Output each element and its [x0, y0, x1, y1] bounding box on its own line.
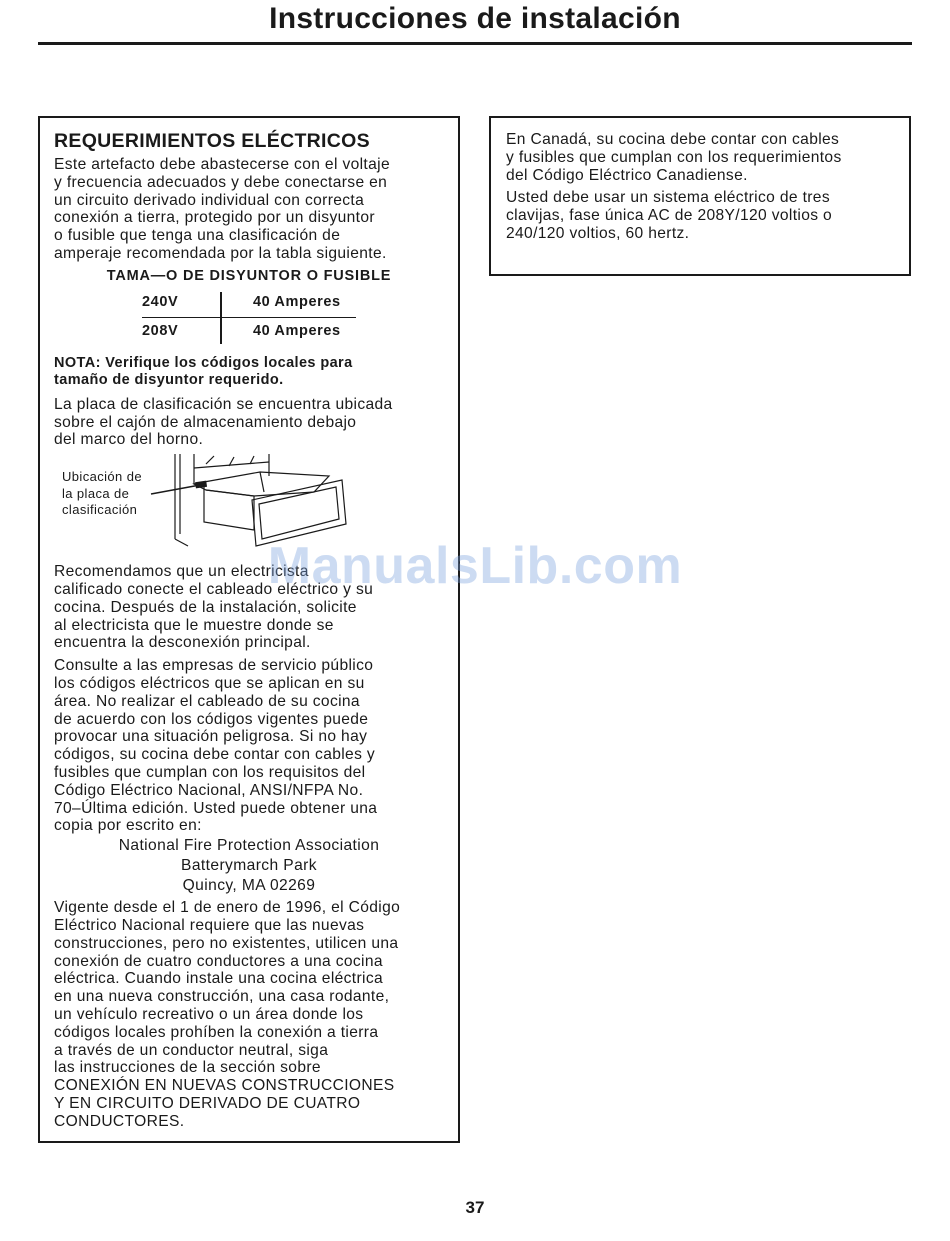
text-line: National Fire Protection Association: [118, 837, 380, 855]
text-line: amperaje recomendada por la tabla siguiente.: [54, 244, 387, 262]
three-wire-paragraph: [506, 189, 895, 242]
text-line: o fusible que tenga una clasificación de: [54, 227, 341, 245]
electrical-requirements-panel: [38, 116, 460, 1143]
text-line: del marco del horno.: [54, 431, 204, 449]
title-divider: [38, 42, 912, 45]
text-line: Recomendamos que un electricista: [54, 563, 309, 581]
text-line: copia por escrito en:: [54, 817, 202, 835]
text-line: CONEXIÓN EN NUEVAS CONSTRUCCIONES: [54, 1077, 395, 1095]
consult-paragraph: [54, 657, 444, 835]
text-line: clavijas, fase única AC de 208Y/120 voltios o: [506, 207, 833, 225]
text-line: un circuito derivado individual con correcta: [54, 191, 365, 209]
page-title: Instrucciones de instalación: [269, 2, 681, 35]
text-line: y frecuencia adecuados y debe conectarse en: [54, 173, 388, 191]
nfpa-address: [54, 836, 444, 896]
text-line: Consulte a las empresas de servicio público: [54, 657, 374, 675]
text-line: la placa de: [62, 485, 130, 501]
section-heading: REQUERIMIENTOS ELÉCTRICOS: [54, 130, 370, 152]
intro-paragraph: [54, 156, 444, 263]
plate-location-paragraph: [54, 396, 444, 449]
text-line: 70–Última edición. Usted puede obtener una: [54, 799, 378, 817]
text-line: Eléctrico Nacional requiere que las nuevas: [54, 916, 365, 934]
text-line: conexión de cuatro conductores a una cocina: [54, 952, 383, 970]
text-line: construcciones, pero no existentes, utilicen una: [54, 934, 399, 952]
electrician-paragraph: [54, 563, 444, 652]
watermark: ManualsLib.com: [267, 537, 683, 595]
canada-requirements-panel: [489, 116, 911, 276]
breaker-table: [54, 289, 444, 349]
text-line: a través de un conductor neutral, siga: [54, 1041, 329, 1059]
text-line: las instrucciones de la sección sobre: [54, 1059, 321, 1077]
text-line: y fusibles que cumplan con los requerimientos: [506, 148, 842, 166]
text-line: clasificación: [62, 502, 138, 518]
text-line: un vehículo recreativo o un área donde los: [54, 1005, 364, 1023]
text-line: En Canadá, su cocina debe contar con cables: [506, 131, 840, 148]
text-line: Código Eléctrico Nacional, ANSI/NFPA No.: [54, 781, 364, 799]
text-line: CONDUCTORES.: [54, 1112, 185, 1130]
text-line: códigos locales prohíben la conexión a tierra: [54, 1023, 379, 1041]
text-line: Batterymarch Park: [181, 857, 317, 875]
text-line: Quincy, MA 02269: [182, 877, 316, 895]
text-line: NOTA: Verifique los códigos locales para: [54, 354, 353, 371]
amperage-cell: 40 Amperes: [253, 293, 341, 310]
text-line: 240/120 voltios, 60 hertz.: [506, 224, 690, 242]
text-line: en una nueva construcción, una casa rodante,: [54, 988, 390, 1006]
amperage-cell: 40 Amperes: [253, 322, 341, 339]
text-line: del Código Eléctrico Canadiense.: [506, 166, 748, 184]
text-line: provocar una situación peligrosa. Si no hay: [54, 728, 368, 746]
text-line: al electricista que le muestre donde se: [54, 616, 334, 634]
rating-plate-figure: [54, 454, 444, 559]
text-line: códigos, su cocina debe contar con cables y: [54, 746, 376, 764]
text-line: área. No realizar el cableado de su cocina: [54, 692, 360, 710]
text-line: tamaño de disyuntor requerido.: [54, 371, 284, 388]
text-line: Y EN CIRCUITO DERIVADO DE CUATRO: [54, 1094, 361, 1112]
four-wire-paragraph: [54, 899, 444, 1130]
voltage-cell: 240V: [142, 293, 179, 310]
text-line: encuentra la desconexión principal.: [54, 634, 311, 652]
text-line: cocina. Después de la instalación, solicite: [54, 598, 357, 616]
breaker-table-title: TAMA—O DE DISYUNTOR O FUSIBLE: [106, 267, 392, 284]
text-line: Usted debe usar un sistema eléctrico de tres: [506, 189, 830, 207]
voltage-cell: 208V: [142, 322, 179, 339]
text-line: Ubicación de: [62, 469, 142, 485]
text-line: Este artefacto debe abastecerse con el voltaje: [54, 156, 390, 173]
rating-plate-callout: [62, 469, 142, 519]
text-line: de acuerdo con los códigos vigentes puede: [54, 710, 369, 728]
text-line: fusibles que cumplan con los requisitos del: [54, 763, 366, 781]
text-line: La placa de clasificación se encuentra ubicada: [54, 395, 393, 413]
table-horizontal-rule: [142, 317, 356, 319]
note-paragraph: [54, 355, 444, 389]
page-number: 37: [465, 1198, 485, 1217]
text-line: Vigente desde el 1 de enero de 1996, el Código: [54, 899, 401, 917]
canada-paragraph: [506, 131, 895, 184]
text-line: eléctrica. Cuando instale una cocina eléctrica: [54, 970, 384, 988]
text-line: conexión a tierra, protegido por un disyuntor: [54, 209, 375, 227]
text-line: calificado conecte el cableado eléctrico y su: [54, 580, 374, 598]
text-line: sobre el cajón de almacenamiento debajo: [54, 413, 357, 431]
text-line: los códigos eléctricos que se aplican en su: [54, 674, 365, 692]
